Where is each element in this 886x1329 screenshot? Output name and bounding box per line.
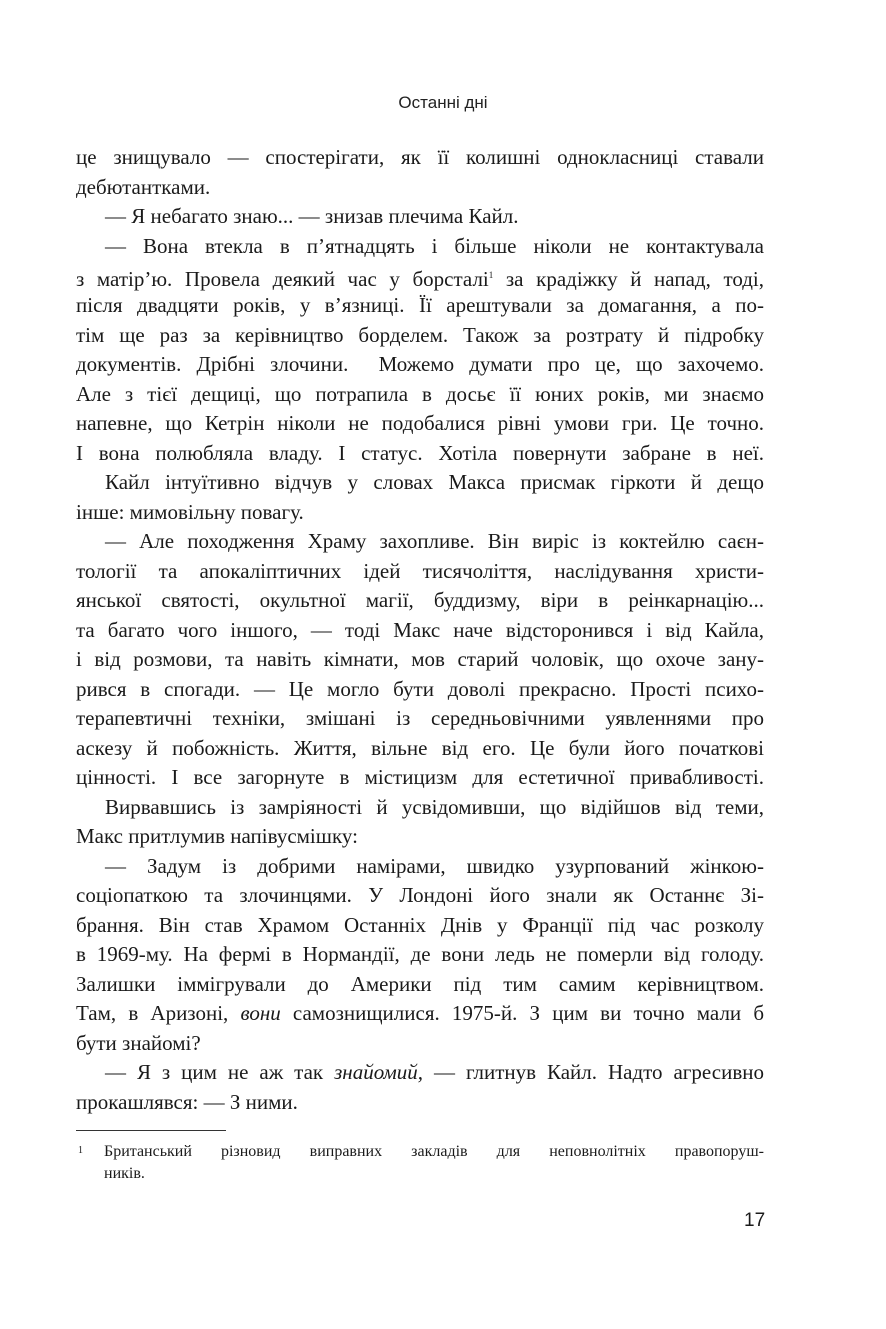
text-fragment: за крадіжку й напад, тоді, [505,267,765,291]
text-line: Але з тієї дещиці, що потрапила в досьє її юних років, ми знаємо [76,382,764,406]
text-line: брання. Він став Храмом Останніх Днів у Франції під час розколу [76,913,764,937]
footnote-ref[interactable]: 1 [488,270,494,280]
text-line: інше: мимовільну повагу. [76,500,304,524]
text-line: напевне, що Кетрін ніколи не подобалися рівні умови гри. Це точно. [76,411,764,435]
text-fragment: — Я з цим не аж так [105,1060,335,1084]
text-fragment: з матір’ю. Провела деякий час у борсталі [76,267,489,291]
footnote-mark: 1 [78,1145,83,1156]
text-fragment: самознищилися. 1975-й. З цим ви точно мали б [280,1001,765,1025]
text-line: і від розмови, та навіть кімнати, мов старий чоловік, що охоче зану- [76,647,764,671]
text-line: янської святості, окультної магії, буддизму, віри в реінкарнацію... [76,588,764,612]
footnote-divider [76,1130,226,1131]
text-line: після двадцяти років, у в’язниці. Її арештували за домагання, а по- [76,293,764,317]
text-line: документів. Дрібні злочини. Можемо думати про це, що захочемо. [76,352,764,376]
text-line: — Задум із добрими намірами, швидко узурпований жінкою- [105,854,764,878]
text-line: в 1969-му. На фермі в Нормандії, де вони ледь не померли від голоду. [76,942,764,966]
text-line: терапевтичні техніки, змішані із середньовічними уявленнями про [76,706,764,730]
emphasis: знайомий, [334,1060,424,1084]
text-line: це знищувало — спостерігати, як її колишні однокласниці ставали [76,145,764,169]
text-line: рився в спогади. — Це могло бути доволі прекрасно. Прості психо- [76,677,764,701]
page-number: 17 [744,1210,766,1231]
emphasis: вони [240,1001,281,1025]
text-line: Залишки іммігрували до Америки під тим самим керівництвом. [76,972,764,996]
text-line [76,998,764,1028]
text-fragment: — глитнув Кайл. Надто агресивно [423,1060,764,1084]
text-line: Вирвавшись із замріяності й усвідомивши, що відійшов від теми, [105,795,764,819]
text-line: дебютантками. [76,175,211,199]
footnote-text: ників. [104,1165,145,1182]
text-line: аскезу й побожність. Життя, вільне від его. Це були його початкові [76,736,764,760]
text-line: та багато чого іншого, — тоді Макс наче відсторонився і від Кайла, [76,618,764,642]
text-line: — Але походження Храму захопливе. Він виріс із коктейлю саєн- [105,529,764,553]
text-line: бути знайомі? [76,1031,201,1055]
text-line: прокашлявся: — З ними. [76,1090,298,1114]
text-line: — Я небагато знаю... — знизав плечима Кайл. [105,204,519,228]
text-line [76,260,764,290]
footnote-text: Британський різновид виправних закладів для неповнолітніх правопоруш- [104,1143,764,1160]
running-header: Останні дні [398,93,488,112]
text-line: І вона полюбляла владу. І статус. Хотіла повернути забране в неї. [76,441,764,465]
text-line [105,1057,764,1087]
text-line: Кайл інтуїтивно відчув у словах Макса присмак гіркоти й дещо [105,470,764,494]
text-line: — Вона втекла в п’ятнадцять і більше ніколи не контактувала [105,234,764,258]
text-fragment: Там, в Аризоні, [76,1001,241,1025]
text-line: тім ще раз за керівництво борделем. Також за розтрату й підробку [76,323,764,347]
text-line: Макс притлумив напівусмішку: [76,824,358,848]
text-line: соціопаткою та злочинцями. У Лондоні його знали як Останнє Зі- [76,883,764,907]
text-line: цінності. І все загорнуте в містицизм для естетичної привабливості. [76,765,764,789]
text-line: тології та апокаліптичних ідей тисячоліття, наслідування христи- [76,559,764,583]
